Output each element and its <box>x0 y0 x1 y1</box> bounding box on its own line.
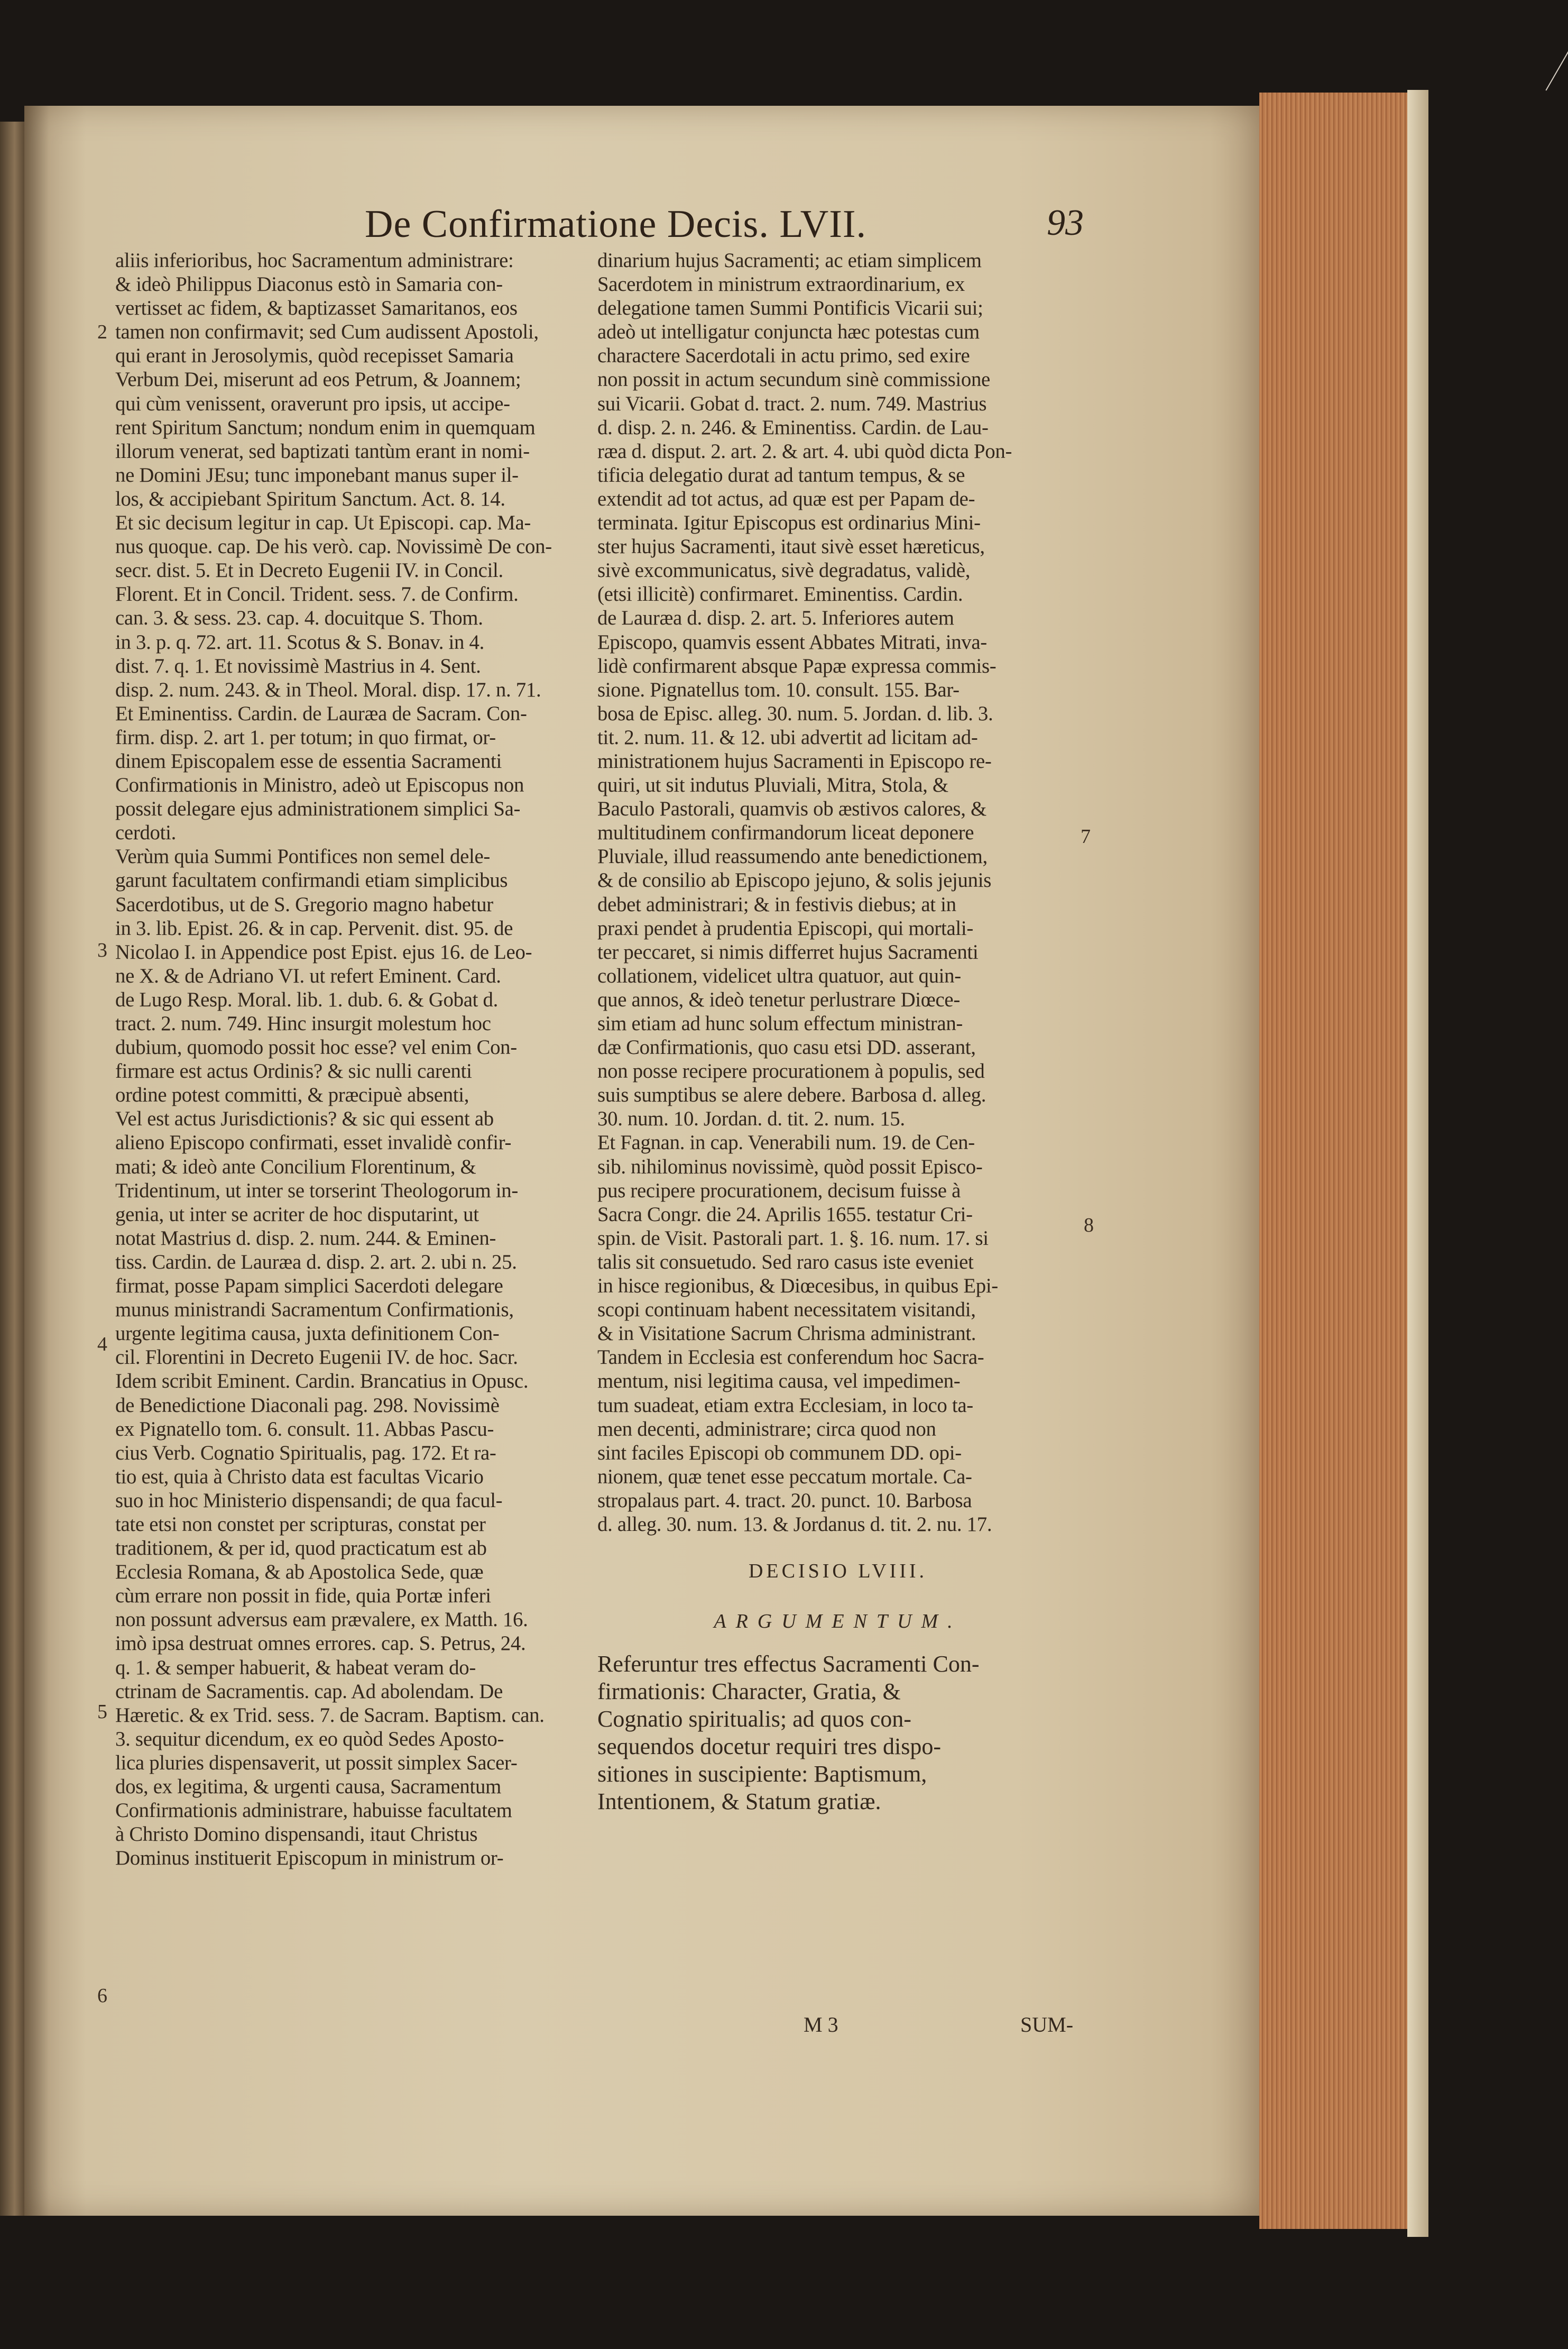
text-line: mati; & ideò ante Concilium Florentinum, & <box>115 1155 476 1178</box>
text-line: Florent. Et in Concil. Trident. sess. 7. de Confirm. <box>115 583 519 606</box>
signature-mark: M 3 <box>804 2013 838 2036</box>
text-line: sui Vicarii. Gobat d. tract. 2. num. 749. Mastrius <box>597 392 987 415</box>
summary-block <box>597 1650 1078 1815</box>
text-line: tamen non confirmavit; sed Cum audissent Apostoli, <box>115 320 539 344</box>
text-line: d. disp. 2. n. 246. & Eminentiss. Cardin. de Lau- <box>597 416 989 439</box>
text-line: Sacerdotem in ministrum extraordinarium, ex <box>597 273 965 296</box>
text-line: quiri, ut sit indutus Pluviali, Mitra, Stola, & <box>597 774 948 797</box>
text-line: ministrationem hujus Sacramenti in Episcopo re- <box>597 749 992 773</box>
text-line: dubium, quomodo possit hoc esse? vel enim Con- <box>115 1036 517 1059</box>
text-line: ex Pignatello tom. 6. consult. 11. Abbas Pascu- <box>115 1417 494 1440</box>
text-line: Verùm quia Summi Pontifices non semel dele- <box>115 845 491 868</box>
text-line: tate etsi non constet per scripturas, constat per <box>115 1512 486 1536</box>
catchword: SUM- <box>1020 2013 1074 2036</box>
text-line: aliis inferioribus, hoc Sacramentum administrare: <box>115 249 514 272</box>
text-line: Vel est actus Jurisdictionis? & sic qui essent ab <box>115 1107 494 1131</box>
text-line: non posse recipere procurationem à populis, sed <box>597 1060 985 1083</box>
text-line: Nicolao I. in Appendice post Epist. ejus 16. de Leo- <box>115 940 532 964</box>
text-line: tit. 2. num. 11. & 12. ubi advertit ad licitam ad- <box>597 726 978 749</box>
text-line: debet administrari; & in festivis diebus; at in <box>597 893 956 916</box>
text-line: que annos, & ideò tenetur perlustrare Diœce- <box>597 988 960 1011</box>
text-line: 30. num. 10. Jordan. d. tit. 2. num. 15. <box>597 1107 905 1131</box>
text-line: q. 1. & semper habuerit, & habeat veram do- <box>115 1656 476 1679</box>
text-line: firm. disp. 2. art 1. per totum; in quo firmat, or- <box>115 726 496 749</box>
text-line: traditionem, & per id, quod practicatum est ab <box>115 1537 487 1560</box>
text-line: Cognatio spiritualis; ad quos con- <box>597 1706 911 1732</box>
text-line: non possit in actum secundum sinè commissione <box>597 368 990 391</box>
text-line: garunt facultatem confirmandi etiam simplicibus <box>115 869 508 892</box>
right-text-column <box>597 249 1078 1815</box>
text-line: can. 3. & sess. 23. cap. 4. docuitque S. Thom. <box>115 607 483 630</box>
text-line: ræa d. disput. 2. art. 2. & art. 4. ubi quòd dicta Pon- <box>597 439 1012 463</box>
text-line: Et sic decisum legitur in cap. Ut Episcopi. cap. Ma- <box>115 511 531 535</box>
scratch-mark <box>1545 49 1568 94</box>
text-line: mentum, nisi legitima causa, vel impedimen- <box>597 1370 961 1393</box>
text-line: tum suadeat, etiam extra Ecclesiam, in loco ta- <box>597 1393 973 1417</box>
text-line: Sacra Congr. die 24. Aprilis 1655. testatur Cri- <box>597 1203 973 1226</box>
text-line: tificia delegatio durat ad tantum tempus, & se <box>597 463 965 487</box>
text-line: non possunt adversus eam prævalere, ex Matth. 16. <box>115 1608 528 1631</box>
text-line: firmat, posse Papam simplici Sacerdoti delegare <box>115 1274 503 1298</box>
text-line: multitudinem confirmandorum liceat deponere <box>597 821 974 845</box>
page-number: 93 <box>1047 203 1084 243</box>
text-line: terminata. Igitur Episcopus est ordinarius Mini- <box>597 511 981 535</box>
text-line: dinem Episcopalem esse de essentia Sacramenti <box>115 749 502 773</box>
left-page-edge <box>0 122 24 2216</box>
text-line: cerdoti. <box>115 821 177 845</box>
text-line: Intentionem, & Statum gratiæ. <box>597 1788 881 1815</box>
margin-number: 6 <box>97 1985 107 2007</box>
text-line: ne Domini JEsu; tunc imponebant manus super il- <box>115 463 519 487</box>
text-line: Et Eminentiss. Cardin. de Lauræa de Sacram. Con- <box>115 702 527 725</box>
margin-number: 3 <box>97 939 107 961</box>
text-line: in hisce regionibus, & Diœcesibus, in quibus Epi- <box>597 1274 998 1298</box>
text-line: nionem, quæ tenet esse peccatum mortale. Ca- <box>597 1465 972 1488</box>
text-line: pus recipere procurationem, decisum fuisse à <box>597 1179 961 1202</box>
text-line: Baculo Pastorali, quamvis ob æstivos calores, & <box>597 797 986 821</box>
text-line: sitiones in suscipiente: Baptismum, <box>597 1761 927 1787</box>
text-line: qui cùm venissent, oraverunt pro ipsis, ut accipe- <box>115 392 510 415</box>
text-line: ordine potest committi, & præcipuè absenti, <box>115 1084 469 1107</box>
text-line: 3. sequitur dicendum, ex eo quòd Sedes Aposto- <box>115 1727 504 1750</box>
text-line: Pluviale, illud reassumendo ante benedictionem, <box>597 845 988 868</box>
text-line: sione. Pignatellus tom. 10. consult. 155. Bar- <box>597 678 960 701</box>
text-line: tiss. Cardin. de Lauræa d. disp. 2. art. 2. ubi n. 25. <box>115 1250 517 1273</box>
text-line: suo in hoc Ministerio dispensandi; de qua facul- <box>115 1489 503 1512</box>
text-line: delegatione tamen Summi Pontificis Vicarii sui; <box>597 297 983 320</box>
text-line: suis sumptibus se alere debere. Barbosa d. alleg. <box>597 1084 986 1107</box>
text-line: dist. 7. q. 1. Et novissimè Mastrius in 4. Sent. <box>115 654 481 677</box>
text-line: Confirmationis in Ministro, adeò ut Episcopus non <box>115 774 524 797</box>
text-line: scopi continuam habent necessitatem visitandi, <box>597 1298 976 1322</box>
text-line: dinarium hujus Sacramenti; ac etiam simplicem <box>597 249 982 272</box>
margin-number: 4 <box>97 1333 107 1355</box>
text-line: sequendos docetur requiri tres dispo- <box>597 1733 942 1760</box>
text-line: spin. de Visit. Pastorali part. 1. §. 16. num. 17. si <box>597 1226 989 1250</box>
text-line: tio est, quia à Christo data est facultas Vicario <box>115 1465 484 1488</box>
text-line: munus ministrandi Sacramentum Confirmationis, <box>115 1298 514 1322</box>
text-line: & in Visitatione Sacrum Chrisma administrant. <box>597 1322 976 1345</box>
text-line: lica pluries dispensaverit, ut possit simplex Sacer- <box>115 1751 518 1774</box>
text-line: firmationis: Character, Gratia, & <box>597 1678 901 1705</box>
text-line: disp. 2. num. 243. & in Theol. Moral. disp. 17. n. 71. <box>115 678 541 701</box>
text-line: stropalaus part. 4. tract. 20. punct. 10. Barbosa <box>597 1489 972 1512</box>
text-line: praxi pendet à prudentia Episcopi, qui mortali- <box>597 916 973 940</box>
text-line: possit delegare ejus administrationem simplici Sa- <box>115 797 521 821</box>
text-line: Tridentinum, ut inter se torserint Theologorum in- <box>115 1179 518 1202</box>
text-line: firmare est actus Ordinis? & sic nulli carenti <box>115 1060 472 1083</box>
text-line: talis sit consuetudo. Sed raro casus iste eveniet <box>597 1250 974 1273</box>
text-line: sim etiam ad hunc solum effectum ministran- <box>597 1012 963 1035</box>
book-cover-edge <box>1407 90 1428 2237</box>
text-line: d. alleg. 30. num. 13. & Jordanus d. tit. 2. nu. 17. <box>597 1512 992 1536</box>
text-line: Sacerdotibus, ut de S. Gregorio magno habetur <box>115 893 493 916</box>
text-line: sib. nihilominus novissimè, quòd possit Episco- <box>597 1155 983 1178</box>
text-line: Dominus instituerit Episcopum in ministrum or- <box>115 1847 504 1870</box>
text-line: Tandem in Ecclesia est conferendum hoc Sacra- <box>597 1346 984 1369</box>
text-line: notat Mastrius d. disp. 2. num. 244. & Eminen- <box>115 1226 496 1250</box>
text-line: cùm errare non possit in fide, quia Portæ inferi <box>115 1584 491 1608</box>
text-line: ster hujus Sacramenti, itaut sivè esset hæreticus, <box>597 535 985 558</box>
text-line: Referuntur tres effectus Sacramenti Con- <box>597 1651 980 1677</box>
text-line: illorum venerat, sed baptizati tantùm erant in nomi- <box>115 439 530 463</box>
text-line: charactere Sacerdotali in actu primo, sed exire <box>597 344 970 368</box>
text-line: & ideò Philippus Diaconus estò in Samaria con- <box>115 273 503 296</box>
text-line: (etsi illicitè) confirmaret. Eminentiss. Cardin. <box>597 583 963 606</box>
text-line: adeò ut intelligatur conjuncta hæc potestas cum <box>597 320 980 344</box>
text-line: lidè confirmarent absque Papæ expressa commis- <box>597 654 997 677</box>
text-line: sint faciles Episcopi ob communem DD. opi- <box>597 1441 962 1464</box>
text-line: à Christo Domino dispensandi, itaut Christus <box>115 1823 478 1846</box>
margin-number: 7 <box>1081 825 1091 848</box>
text-line: extendit ad tot actus, ad quæ est per Papam de- <box>597 487 975 510</box>
page-fore-edge <box>1259 93 1417 2229</box>
margin-number: 8 <box>1084 1214 1094 1236</box>
left-text-column <box>115 249 580 1870</box>
text-line: Episcopo, quamvis essent Abbates Mitrati, inva- <box>597 630 987 654</box>
text-line: Et Fagnan. in cap. Venerabili num. 19. de Cen- <box>597 1131 975 1154</box>
text-line: men decenti, administrare; circa quod non <box>597 1417 936 1440</box>
text-line: cil. Florentini in Decreto Eugenii IV. de hoc. Sacr. <box>115 1346 518 1369</box>
text-line: ctrinam de Sacramentis. cap. Ad abolendam. De <box>115 1680 503 1703</box>
text-line: tract. 2. num. 749. Hinc insurgit molestum hoc <box>115 1012 491 1035</box>
text-line: qui erant in Jerosolymis, quòd recepisset Samaria <box>115 344 514 368</box>
text-line: imò ipsa destruat omnes errores. cap. S. Petrus, 24. <box>115 1632 526 1655</box>
text-line: alieno Episcopo confirmati, esset invalidè confir- <box>115 1131 512 1154</box>
text-line: Hæretic. & ex Trid. sess. 7. de Sacram. Baptism. can. <box>115 1703 545 1727</box>
text-line: genia, ut inter se acriter de hoc disputarint, ut <box>115 1203 479 1226</box>
text-line: los, & accipiebant Spiritum Sanctum. Act. 8. 14. <box>115 487 505 510</box>
text-line: ter peccaret, si nimis differret hujus Sacramenti <box>597 940 979 964</box>
text-line: in 3. p. q. 72. art. 11. Scotus & S. Bonav. in 4. <box>115 630 485 654</box>
text-line: ne X. & de Adriano VI. ut refert Eminent. Card. <box>115 964 501 987</box>
margin-number: 2 <box>97 321 107 343</box>
text-line: de Lauræa d. disp. 2. art. 5. Inferiores autem <box>597 607 954 630</box>
margin-number: 5 <box>97 1701 107 1723</box>
text-line: vertisset ac fidem, & baptizasset Samaritanos, eos <box>115 297 518 320</box>
text-line: & de consilio ab Episcopo jejuno, & solis jejunis <box>597 869 992 892</box>
text-line: cius Verb. Cognatio Spiritualis, pag. 172. Et ra- <box>115 1441 496 1464</box>
text-line: Ecclesia Romana, & ab Apostolica Sede, quæ <box>115 1561 484 1584</box>
text-line: Idem scribit Eminent. Cardin. Brancatius in Opusc. <box>115 1370 529 1393</box>
text-line: nus quoque. cap. De his verò. cap. Novissimè De con- <box>115 535 552 558</box>
text-line: Confirmationis administrare, habuisse facultatem <box>115 1799 512 1822</box>
text-line: de Lugo Resp. Moral. lib. 1. dub. 6. & Gobat d. <box>115 988 499 1011</box>
text-line: Verbum Dei, miserunt ad eos Petrum, & Joannem; <box>115 368 521 391</box>
text-line: urgente legitima causa, juxta definitionem Con- <box>115 1322 500 1345</box>
argumentum-heading: ARGUMENTUM. <box>714 1610 962 1633</box>
text-line: collationem, videlicet ultra quatuor, aut quin- <box>597 964 961 987</box>
text-line: bosa de Episc. alleg. 30. num. 5. Jordan. d. lib. 3. <box>597 702 993 725</box>
text-line: de Benedictione Diaconali pag. 298. Novissimè <box>115 1393 500 1417</box>
text-line: sivè excommunicatus, sivè degradatus, validè, <box>597 559 971 582</box>
running-title: De Confirmatione Decis. LVII. <box>365 203 866 246</box>
text-line: secr. dist. 5. Et in Decreto Eugenii IV. in Concil. <box>115 559 503 582</box>
text-line: dos, ex legitima, & urgenti causa, Sacramentum <box>115 1775 501 1798</box>
right-column-lines <box>597 249 1078 1536</box>
decisio-heading: DECISIO LVIII. <box>748 1560 927 1583</box>
text-line: rent Spiritum Sanctum; nondum enim in quemquam <box>115 416 536 439</box>
text-line: dæ Confirmationis, quo casu etsi DD. asserant, <box>597 1036 976 1059</box>
text-line: in 3. lib. Epist. 26. & in cap. Pervenit. dist. 95. de <box>115 916 513 940</box>
